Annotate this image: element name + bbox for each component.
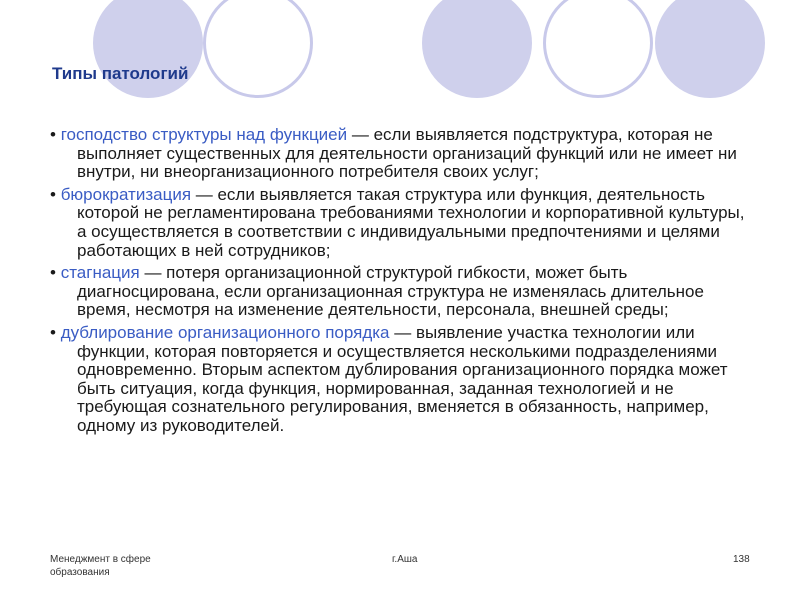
list-item — [50, 186, 750, 260]
item-text: — выявление участка технологии или функции, которая повторяется и осуществляется несколькими подразделениями одновременно. Вторым аспектом дублирования организационного порядка может быть ситуация, когда функция, нормированная, заданная технологией и не требующая сознательного регулирования, вменяется в обязанность, например, одному из руководителей. — [77, 322, 728, 435]
list-item — [50, 264, 750, 320]
decor-circle-5 — [655, 0, 765, 98]
item-text: — если выявляется подструктура, которая не выполняет существенных для деятельности организаций функций или не имеет ни внутри, ни внеорганизационного потребителя своих услуг; — [77, 125, 737, 182]
decor-circle-4 — [543, 0, 653, 98]
decor-circle-3 — [422, 0, 532, 98]
term-bureaucratization: бюрократизация — [60, 184, 192, 204]
footer-page-number: 138 — [733, 554, 750, 565]
bullet: • — [50, 322, 56, 342]
item-text: — если выявляется такая структура или функция, деятельность которой не регламентирована требованиями технологии и корпоративной культуры, а осуществляется в соответствии с индивидуальными предпочтениями и целями работающих в ней сотрудников; — [77, 184, 745, 260]
item-text: — потеря организационной структурой гибкости, может быть диагносцирована, если организационная структура не изменялась длительное время, несмотря на изменение деятельности, персонала, внешней среды; — [77, 263, 704, 320]
footer-course-name: Менеджмент в сфере образования — [50, 554, 151, 578]
bullet: • — [50, 125, 56, 144]
term-structure-dominance: господство структуры над функцией — [60, 125, 348, 144]
bullet: • — [50, 263, 56, 283]
list-item — [50, 324, 750, 436]
footer-location: г.Аша — [392, 554, 418, 565]
slide-title: Типы патологий — [52, 64, 189, 83]
bullet: • — [50, 184, 56, 204]
decor-circle-2 — [203, 0, 313, 98]
slide-body — [50, 126, 750, 440]
term-stagnation: стагнация — [60, 263, 140, 283]
list-item — [50, 126, 750, 182]
term-duplication: дублирование организационного порядка — [60, 322, 390, 342]
